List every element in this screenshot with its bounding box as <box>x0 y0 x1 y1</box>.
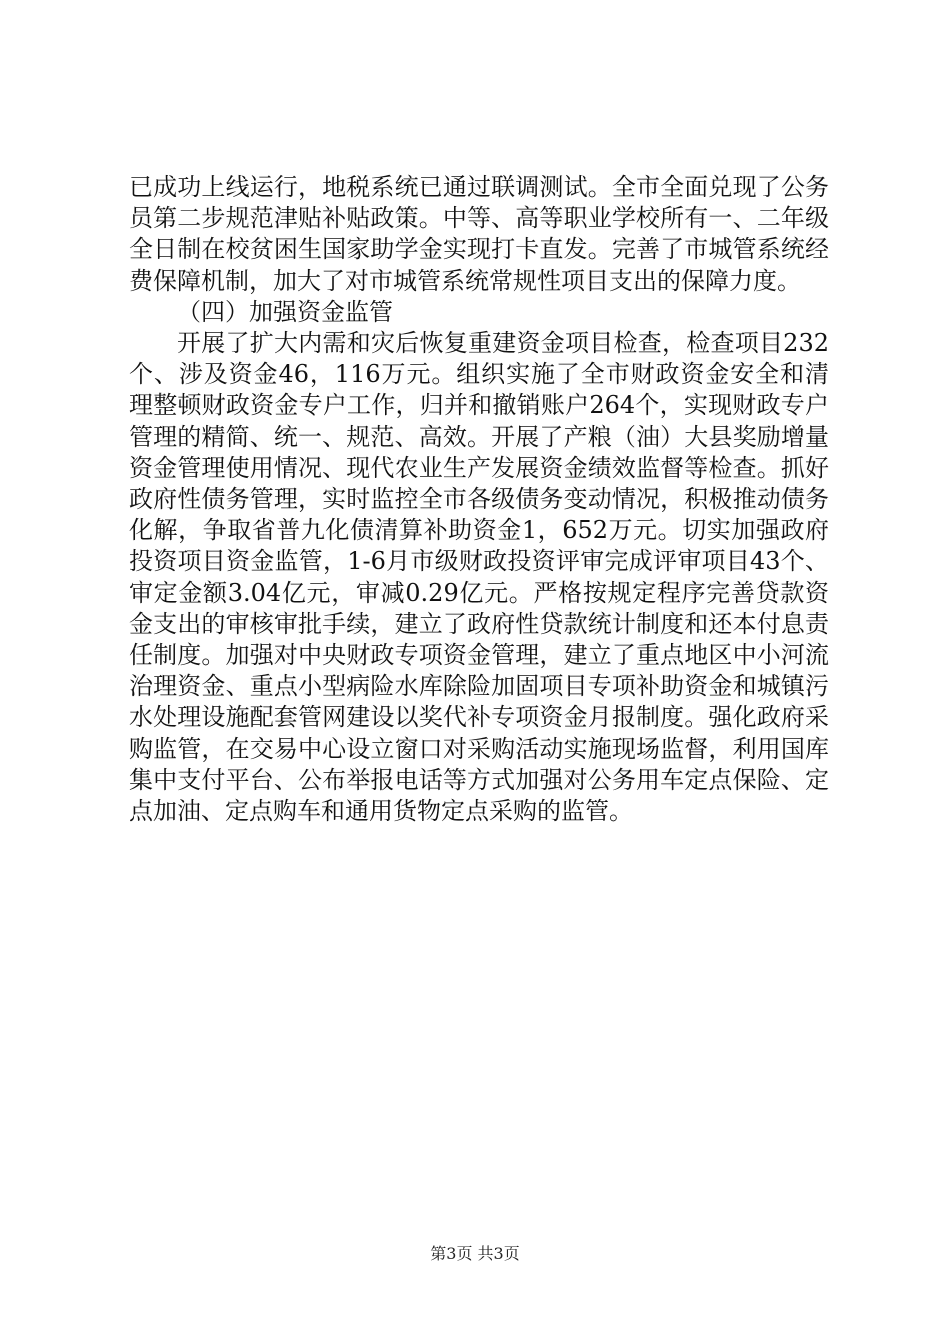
paragraph-continuation: 已成功上线运行，地税系统已通过联调测试。全市全面兑现了公务员第二步规范津贴补贴政策。中等、高等职业学校所有一、二年级全日制在校贫困生国家助学金实现打卡直发。完善了市城管系统经费保障机制，加大了对市城管系统常规性项目支出的保障力度。 <box>129 173 829 295</box>
section-heading: （四）加强资金监管 <box>177 297 393 326</box>
document-body <box>129 172 829 827</box>
page-number-label: 第3页 共3页 <box>430 1244 520 1263</box>
page-footer <box>0 1244 950 1264</box>
paragraph-fund-supervision: 开展了扩大内需和灾后恢复重建资金项目检查，检查项目232个、涉及资金46，116万元。组织实施了全市财政资金安全和清理整顿财政资金专户工作，归并和撤销账户264个，实现财政专户管理的精简、统一、规范、高效。开展了产粮（油）大县奖励增量资金管理使用情况、现代农业生产发展资金绩效监督等检查。抓好政府性债务管理，实时监控全市各级债务变动情况，积极推动债务化解，争取省普九化债清算补助资金1，652万元。切实加强政府投资项目资金监管，1-6月市级财政投资评审完成评审项目43个、审定金额3.04亿元，审减0.29亿元。严格按规定程序完善贷款资金支出的审核审批手续，建立了政府性贷款统计制度和还本付息责任制度。加强对中央财政专项资金管理，建立了重点地区中小河流治理资金、重点小型病险水库除险加固项目专项补助资金和城镇污水处理设施配套管网建设以奖代补专项资金月报制度。强化政府采购监管，在交易中心设立窗口对采购活动实施现场监督，利用国库集中支付平台、公布举报电话等方式加强对公务用车定点保险、定点加油、定点购车和通用货物定点采购的监管。 <box>129 329 829 826</box>
